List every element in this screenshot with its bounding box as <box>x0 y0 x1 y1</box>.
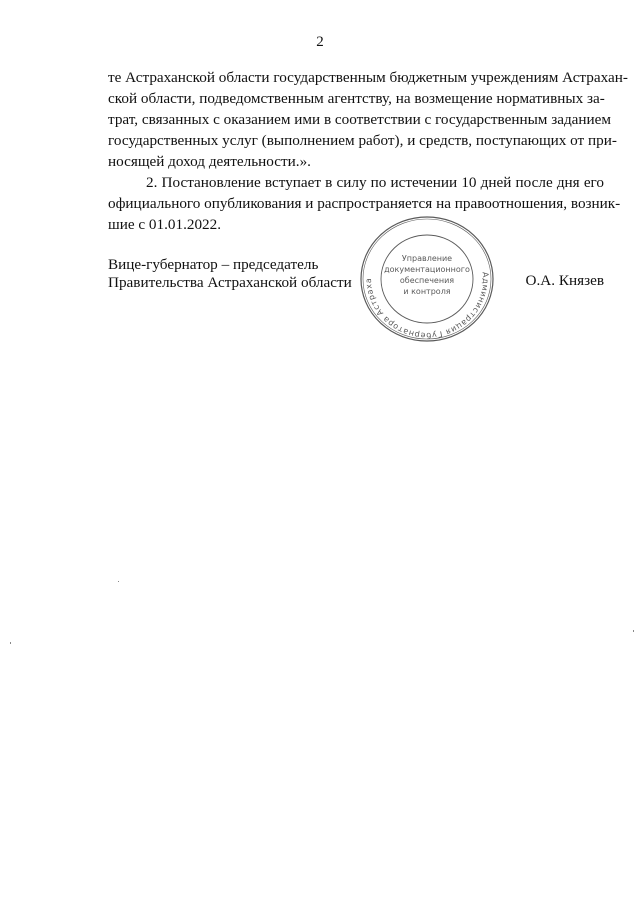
stamp-seal-graphic <box>357 214 497 344</box>
body-text-line: носящей доход деятельности.». <box>108 153 311 170</box>
scan-speck <box>10 642 11 644</box>
page-number: 2 <box>316 34 324 50</box>
signatory-title-line2: Правительства Астраханской области <box>108 274 352 291</box>
body-text-line: государственных услуг (выполнением работ), и средств, поступающих от при- <box>108 132 617 149</box>
stamp-inner-line2: документационного <box>384 265 470 274</box>
body-text-line: официального опубликования и распространяется на правоотношения, возник- <box>108 195 621 212</box>
stamp-inner-line1: Управление <box>401 254 453 263</box>
body-text-line: шие с 01.01.2022. <box>108 216 222 233</box>
paragraph-2-first-line: 2. Постановление вступает в силу по истечении 10 дней после дня его <box>146 174 604 191</box>
body-text-line: ской области, подведомственным агентству, на возмещение нормативных за- <box>108 90 605 107</box>
signatory-name: О.А. Князев <box>525 272 604 289</box>
stamp-inner-line4: и контроля <box>403 287 451 296</box>
scan-speck <box>118 581 119 582</box>
signatory-title-line1: Вице-губернатор – председатель <box>108 256 319 273</box>
stamp-inner-line3: обеспечения <box>399 276 455 285</box>
official-stamp <box>357 214 497 344</box>
scan-speck <box>633 630 634 632</box>
stamp-outer-text: Администрация Губернатора Астраха <box>363 271 491 341</box>
body-text-line: трат, связанных с оказанием ими в соответствии с государственным заданием <box>108 111 612 128</box>
body-text-line: те Астраханской области государственным бюджетным учреждениям Астрахан- <box>108 69 628 86</box>
